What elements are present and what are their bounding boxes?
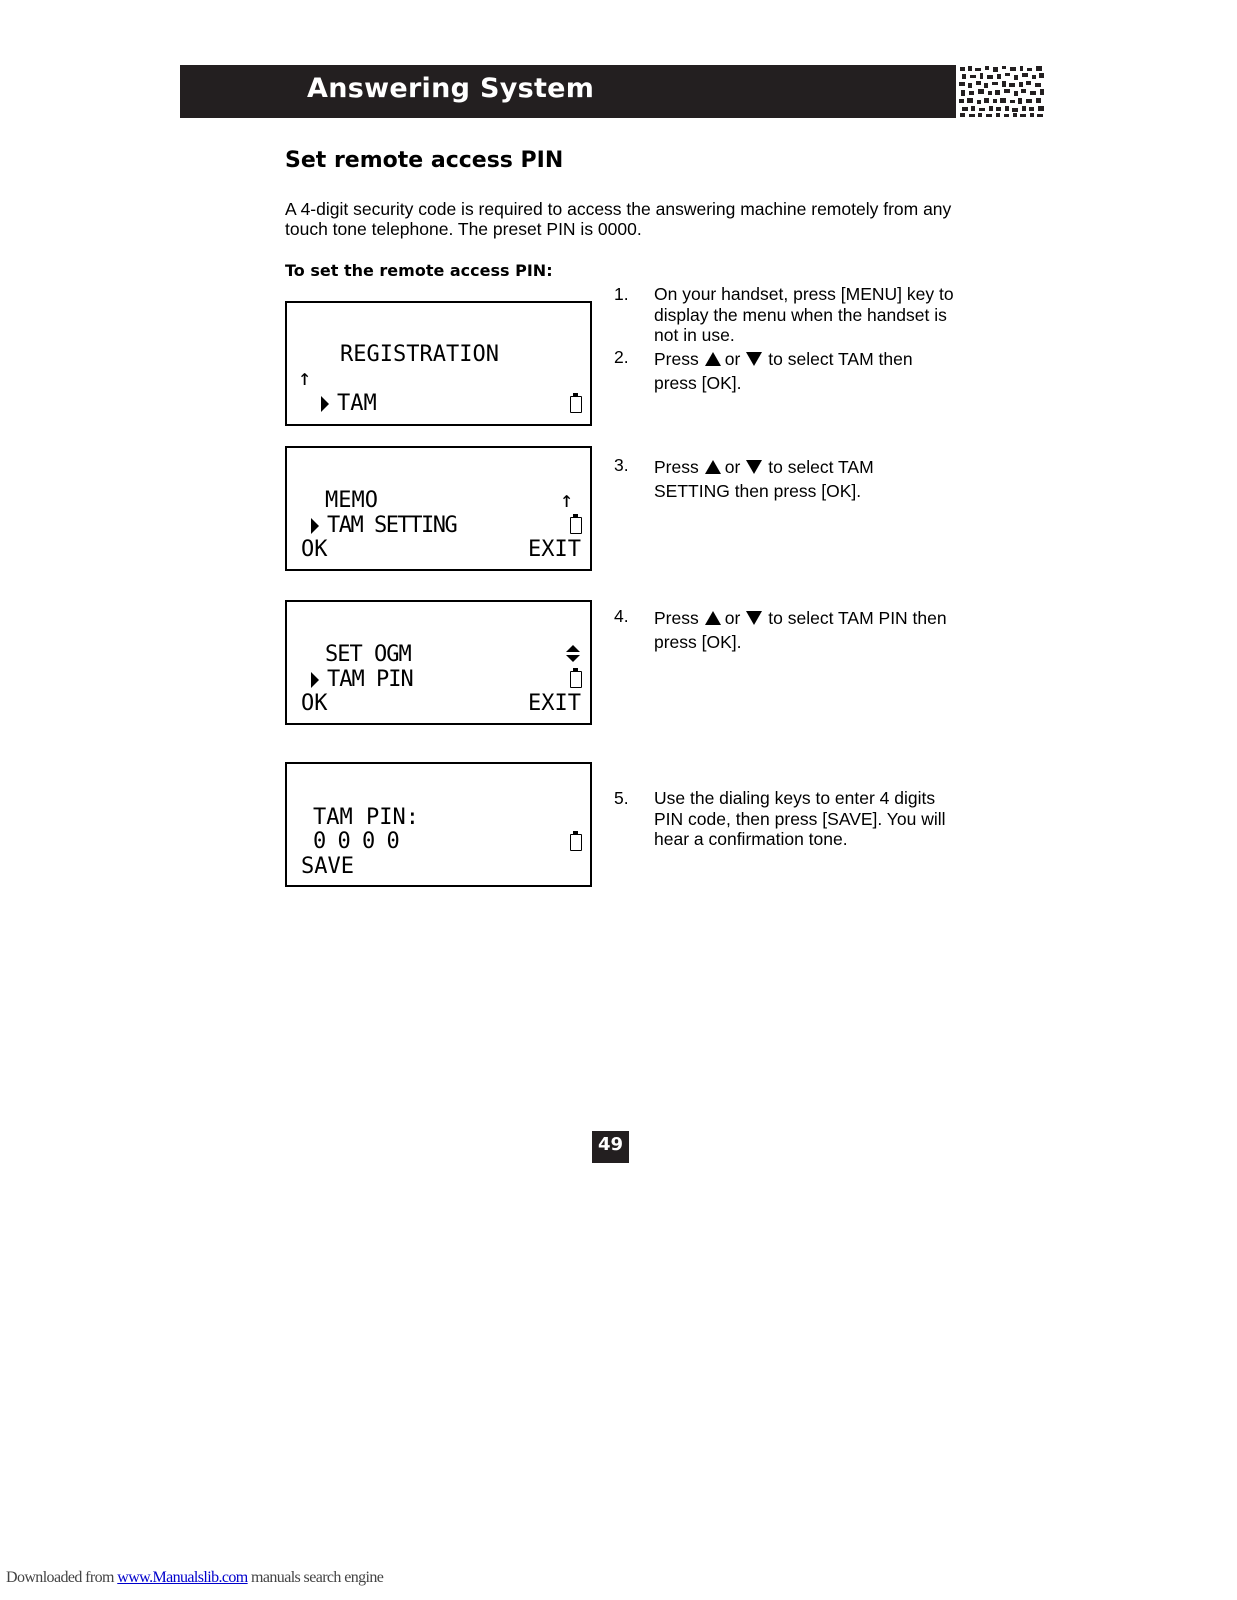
step-number: 1. <box>614 284 629 304</box>
up-arrow-icon: ↑ <box>560 488 574 513</box>
lcd-screen-1 <box>285 301 592 426</box>
lcd-line-2: TAM PIN <box>327 667 413 692</box>
down-triangle-icon <box>746 611 762 625</box>
lcd-screen-2 <box>285 446 592 571</box>
step-text: Use the dialing keys to enter 4 digits PIN code, then press [SAVE]. You will hear a confirmation tone. <box>654 788 946 849</box>
lcd-line-2: TAM SETTING <box>327 513 457 538</box>
softkey-exit: EXIT <box>528 691 581 716</box>
battery-icon <box>570 671 582 688</box>
step-text-mid: or <box>724 457 741 477</box>
battery-icon <box>570 834 582 851</box>
step-text-pre: Press <box>654 457 699 477</box>
step-text-post: to select TAM SETTING then press [OK]. <box>654 457 874 501</box>
step-text-mid: or <box>724 349 741 369</box>
cursor-icon <box>321 396 329 412</box>
step-text <box>654 455 954 503</box>
footer-prefix: Downloaded from <box>6 1569 118 1586</box>
lcd-screen-3 <box>285 600 592 725</box>
lcd-screen-4 <box>285 762 592 887</box>
manualslib-link[interactable]: www.Manualslib.com <box>117 1569 248 1586</box>
step-number: 2. <box>614 347 629 367</box>
down-triangle-icon <box>746 352 762 366</box>
lcd-line-2: 0 0 0 0 <box>313 829 399 854</box>
cursor-icon <box>311 672 319 688</box>
section-title: Set remote access PIN <box>285 148 564 173</box>
lcd-line-1: MEMO <box>325 488 378 513</box>
up-triangle-icon <box>705 460 721 474</box>
cursor-icon <box>311 518 319 534</box>
footer <box>6 1569 383 1587</box>
softkey-ok: OK <box>301 537 328 562</box>
step-text <box>654 347 954 395</box>
softkey-save: SAVE <box>301 854 354 879</box>
step-text-post: to select TAM then press [OK]. <box>654 349 913 393</box>
step-text-post: to select TAM PIN then press [OK]. <box>654 608 947 652</box>
lcd-line-1: REGISTRATION <box>340 342 499 367</box>
procedure-heading: To set the remote access PIN: <box>285 261 553 280</box>
lcd-line-1: SET OGM <box>325 642 411 667</box>
intro-paragraph: A 4-digit security code is required to access the answering machine remotely from any touch tone telephone. The preset PIN is 0000. <box>285 199 952 239</box>
up-arrow-icon: ↑ <box>298 366 312 391</box>
up-triangle-icon <box>705 611 721 625</box>
softkey-exit: EXIT <box>528 537 581 562</box>
step-text-mid: or <box>724 608 741 628</box>
softkey-ok: OK <box>301 691 328 716</box>
step-number: 4. <box>614 606 629 626</box>
step-number: 5. <box>614 788 629 808</box>
step-text: On your handset, press [MENU] key to display the menu when the handset is not in use. <box>654 284 954 345</box>
step-text <box>654 606 954 654</box>
header-decorative-pattern <box>958 65 1046 118</box>
step-number: 3. <box>614 455 629 475</box>
step-text-pre: Press <box>654 349 699 369</box>
step-text-pre: Press <box>654 608 699 628</box>
lcd-line-1: TAM PIN: <box>313 805 419 830</box>
up-triangle-icon <box>705 352 721 366</box>
down-triangle-icon <box>746 460 762 474</box>
footer-suffix: manuals search engine <box>247 1569 384 1586</box>
up-down-arrow-icon <box>566 645 580 663</box>
battery-icon <box>570 396 582 413</box>
page-number: 49 <box>592 1131 629 1163</box>
battery-icon <box>570 517 582 534</box>
lcd-line-2: TAM <box>337 391 377 416</box>
page-header-title: Answering System <box>307 73 595 104</box>
